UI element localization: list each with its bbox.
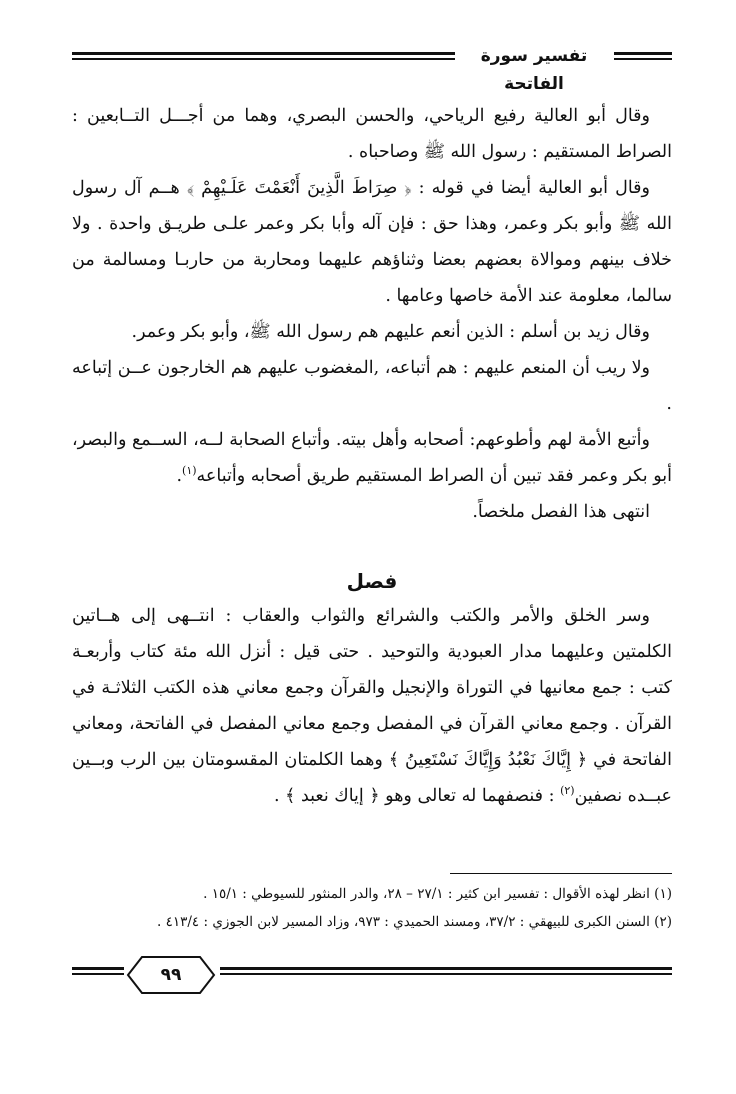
footer-rule-right	[220, 967, 672, 975]
header-title: تفسير سورة الفاتحة	[480, 46, 588, 94]
paragraph: وقال زيد بن أسلم : الذين أنعم عليهم هم رسول الله ﷺ، وأبو بكر وعمر.	[131, 322, 650, 342]
paragraph: وأتبع الأمة لهم وأطوعهم: أصحابه وأهل بيته. وأتباع الصحابة لــه، الســمع والبصر، أبو بكر وعمر فقد تبين أن الصراط المستقيم طريق أصحابه وأتباعه$^{(١)}$.	[72, 430, 672, 486]
footnote: (١) انظر لهذه الأقوال : تفسير ابن كثير : ٢٧/١ – ٢٨، والدر المنثور للسيوطي : ١٥/١ .	[203, 886, 672, 902]
page-footer	[72, 955, 672, 999]
footnote-ref: (٢)	[560, 784, 575, 798]
paragraph: وقال أبو العالية أيضا في قوله : ﴿ صِرَاطَ الَّذِينَ أَنْعَمْتَ عَلَـيْهِمْ ﴾ هــم آل رسول الله ﷺ وأبو بكر وعمر، وهذا حق : فإن آله وأبا بكر وعمر علـى طريـق واحدة . ولا خلاف بينهم وموالاة بعضهم بعضا وثناؤهم عليهما ومحاربة من حاربـا ومسالمة من سالما، معلومة عند الأمة خاصها وعامها .	[72, 178, 672, 306]
running-header	[72, 42, 672, 94]
footer-rule-left	[72, 967, 124, 975]
section-heading: فصل	[346, 569, 398, 593]
paragraph: وقال أبو العالية رفيع الرياحي، والحسن البصري، وهما من أجـــل التــابعين : الصراط المستقيم : رسول الله ﷺ وصاحباه .	[72, 106, 672, 162]
page-number-badge	[126, 955, 216, 995]
page-number: ٩٩	[160, 965, 182, 985]
footnotes	[72, 880, 672, 936]
paragraph-text: وأتبع الأمة لهم وأطوعهم: أصحابه وأهل بيته. وأتباع الصحابة لــه، الســمع والبصر، أبو بكر وعمر فقد تبين أن الصراط المستقيم طريق أصحابه وأتباعه	[72, 430, 672, 486]
paragraph-text: وسر الخلق والأمر والكتب والشرائع والثواب والعقاب : انتــهى إلى هــاتين الكلمتين وعليهما مدار العبودية والتوحيد . حتى قيل : أنزل الله مئة كتاب وأربعـة كتب : جمع معانيها في التوراة والإنجيل والقرآن وجمع معاني هذه الكتب الثلاثـة في القرآن . وجمع معاني القرآن في المفصل وجمع معاني المفصل في الفاتحة، ومعاني الفاتحة في ﴿ إِيَّاكَ نَعْبُدُ وَإِيَّاكَ نَسْتَعِينُ ﴾ وهما الكلمتان المقسومتان بين الرب وبــين عبــده نصفين	[72, 606, 672, 806]
paragraph-text-end: : فنصفهما له تعالى وهو ﴿ إياك نعبد ﴾ .	[274, 786, 561, 806]
footnote: (٢) السنن الكبرى للبيهقي : ٣٧/٢، ومسند الحميدي : ٩٧٣، وزاد المسير لابن الجوزي : ٤١٣/٤ .	[157, 914, 672, 930]
header-rule-left	[72, 52, 455, 60]
section-one-text	[72, 98, 672, 530]
footnote-ref: (١)	[182, 464, 197, 478]
section-two-text	[72, 598, 672, 814]
paragraph: انتهى هذا الفصل ملخصاً.	[472, 502, 650, 522]
paragraph: ولا ريب أن المنعم عليهم : هم أتباعه، ,المغضوب عليهم هم الخارجون عــن إتباعه .	[72, 358, 672, 414]
paragraph	[72, 598, 672, 814]
footnote-separator	[450, 873, 672, 874]
header-rule-right	[614, 52, 672, 60]
